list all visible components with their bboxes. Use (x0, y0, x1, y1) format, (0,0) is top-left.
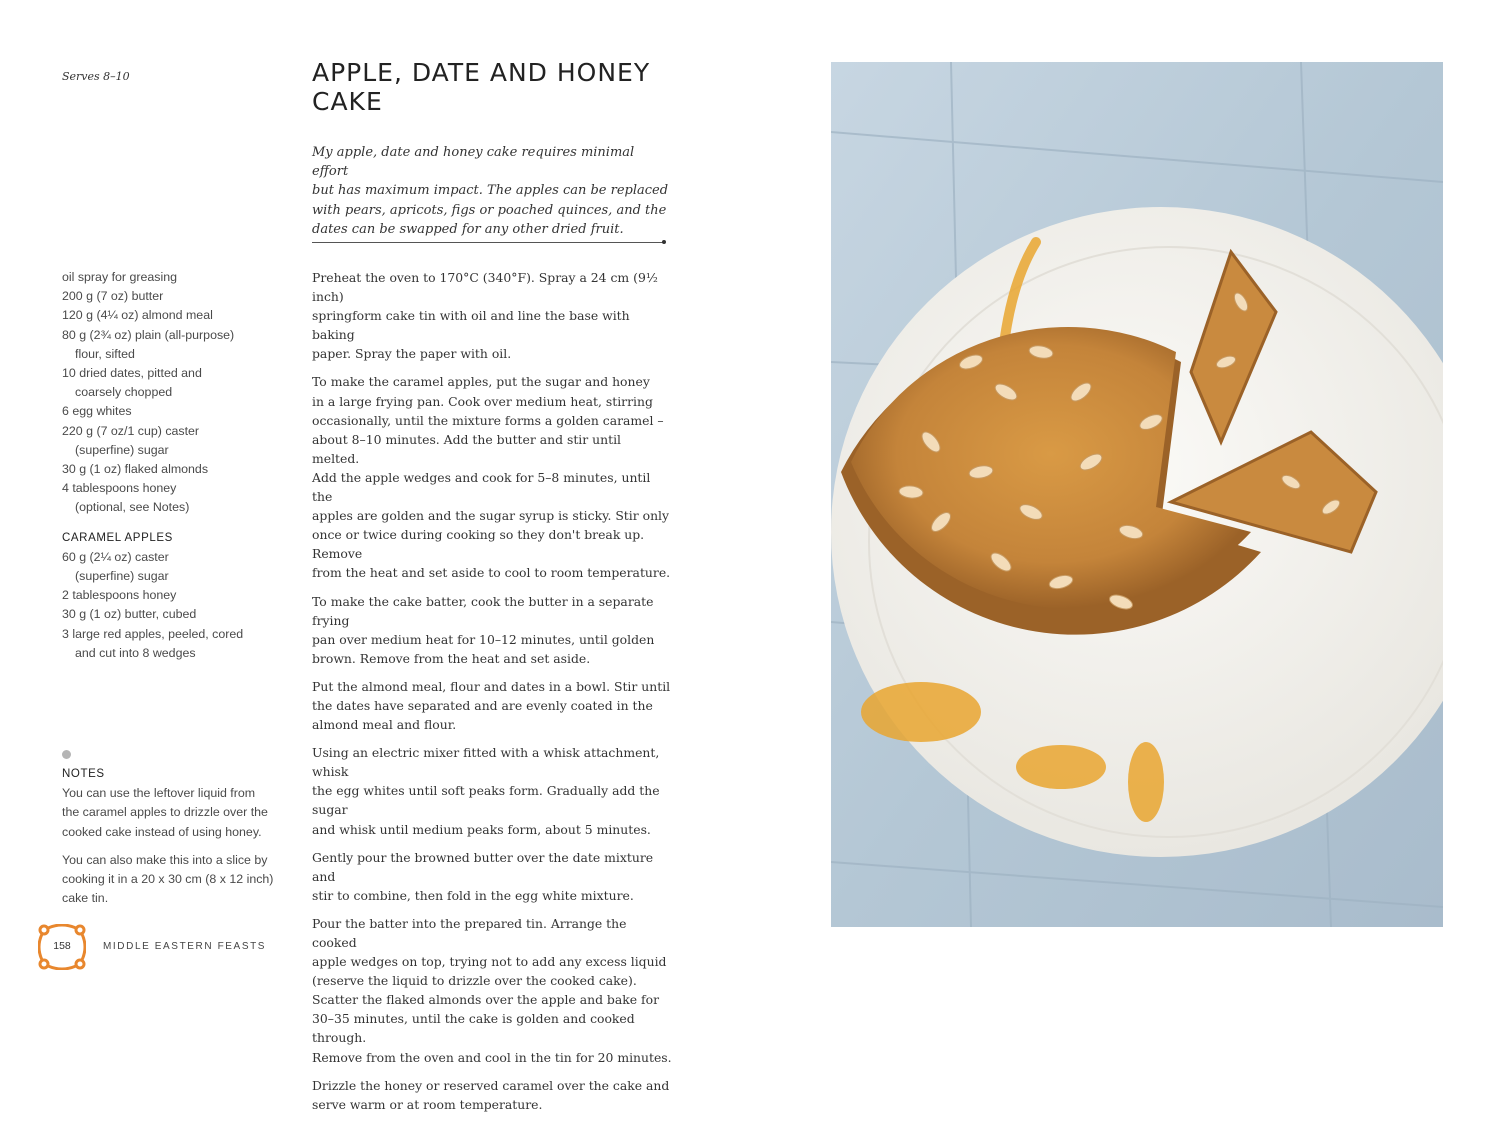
method-line: Gently pour the browned butter over the date mixture and (312, 849, 654, 884)
serves-text: Serves 8–10 (62, 70, 130, 83)
ingredient-line: (superfine) sugar (75, 442, 169, 457)
method-line: Scatter the flaked almonds over the apple and bake for (312, 992, 660, 1008)
ingredient-line: 120 g (4¼ oz) almond meal (62, 308, 213, 323)
ingredient-line: 60 g (2¼ oz) caster (62, 549, 169, 564)
method-line: paper. Spray the paper with oil. (312, 346, 512, 362)
notes-line: cooking it in a 20 x 30 cm (8 x 12 inch) (62, 872, 274, 887)
ingredient-line: 30 g (1 oz) butter, cubed (62, 607, 197, 622)
method-paragraph (312, 268, 672, 363)
ingredient-line: 200 g (7 oz) butter (62, 289, 164, 304)
caramel-pool (1128, 742, 1164, 822)
method-line: Remove from the oven and cool in the tin for 20 minutes. (312, 1049, 672, 1065)
method-paragraph (312, 914, 672, 1067)
method-line: brown. Remove from the heat and set aside. (312, 650, 591, 666)
method-line: the egg whites until soft peaks form. Gradually add the sugar (312, 783, 660, 818)
method-line: To make the cake batter, cook the butter in a separate frying (312, 593, 654, 628)
ingredient-line: 3 large red apples, peeled, cored (62, 626, 244, 641)
method-line: apple wedges on top, trying not to add any excess liquid (312, 954, 667, 970)
method-line: apples are golden and the sugar syrup is sticky. Stir only (312, 508, 670, 524)
divider-dot (662, 240, 666, 244)
method-line: from the heat and set aside to cool to room temperature. (312, 565, 671, 581)
method-line: (reserve the liquid to drizzle over the cooked cake). (312, 973, 637, 989)
method-line: Preheat the oven to 170°C (340°F). Spray a 24 cm (9½ inch) (312, 270, 658, 305)
caramel-pool (1016, 745, 1106, 789)
method-paragraph (312, 743, 672, 838)
method-paragraph (312, 677, 672, 734)
notes-section (62, 765, 287, 917)
intro-line: dates can be swapped for any other dried fruit. (312, 221, 624, 237)
ingredient-line: 220 g (7 oz/1 cup) caster (62, 423, 200, 438)
ingredient-line: oil spray for greasing (62, 270, 178, 284)
recipe-title (312, 58, 692, 116)
notes-line: You can also make this into a slice by (62, 852, 268, 867)
badge-corner (76, 960, 84, 968)
method-text (312, 268, 672, 1123)
ingredient-line: 30 g (1 oz) flaked almonds (62, 462, 209, 477)
method-paragraph (312, 848, 672, 905)
method-line: Add the apple wedges and cook for 5–8 minutes, until the (312, 469, 651, 505)
notes-line: cake tin. (62, 891, 109, 906)
badge-arc (48, 966, 76, 969)
badge-corner (40, 960, 48, 968)
notes-paragraph (62, 784, 287, 842)
ingredient-line: (superfine) sugar (75, 569, 169, 584)
method-line: in a large frying pan. Cook over medium heat, stirring (312, 393, 653, 409)
method-line: the dates have separated and are evenly coated in the (312, 697, 653, 713)
method-line: almond meal and flour. (312, 717, 457, 733)
divider-rule (312, 242, 664, 243)
method-line: springform cake tin with oil and line the base with baking (312, 308, 630, 343)
book-title: MIDDLE EASTERN FEASTS (103, 941, 267, 952)
ingredient-line: coarsely chopped (75, 385, 173, 400)
method-line: 30–35 minutes, until the cake is golden and cooked through. (312, 1011, 635, 1046)
method-line: and whisk until medium peaks form, about 5 minutes. (312, 821, 651, 837)
method-line: Using an electric mixer fitted with a whisk attachment, whisk (312, 745, 660, 780)
method-line: Put the almond meal, flour and dates in a bowl. Stir until (312, 678, 671, 694)
method-line: Pour the batter into the prepared tin. Arrange the cooked (312, 915, 627, 950)
method-line: serve warm or at room temperature. (312, 1096, 543, 1112)
ingredient-line: and cut into 8 wedges (75, 645, 196, 660)
title-line: APPLE, DATE AND HONEY (312, 58, 651, 87)
method-paragraph (312, 592, 672, 668)
method-line: once or twice during cooking so they don't break up. Remove (312, 527, 645, 562)
ingredients-list (62, 268, 292, 663)
ingredient-line: 4 tablespoons honey (62, 481, 177, 496)
method-line: occasionally, until the mixture forms a golden caramel – (312, 412, 664, 428)
method-line: about 8–10 minutes. Add the butter and stir until melted. (312, 431, 621, 466)
intro-line: with pears, apricots, figs or poached quinces, and the (312, 202, 667, 218)
badge-corner (40, 926, 48, 934)
method-line: To make the caramel apples, put the sugar and honey (312, 374, 650, 390)
method-line: pan over medium heat for 10–12 minutes, until golden (312, 631, 655, 647)
method-line: stir to combine, then fold in the egg white mixture. (312, 887, 634, 903)
notes-line: You can use the leftover liquid from (62, 786, 256, 801)
ingredient-line: (optional, see Notes) (75, 500, 190, 515)
notes-line: the caramel apples to drizzle over the (62, 805, 268, 820)
method-paragraph (312, 1076, 672, 1114)
recipe-intro (312, 143, 672, 239)
badge-corner (76, 926, 84, 934)
ingredient-line: 6 egg whites (62, 404, 132, 419)
caramel-apples-heading: CARAMEL APPLES (62, 531, 173, 544)
title-line: CAKE (312, 87, 383, 116)
ingredients-caramel (62, 548, 292, 663)
badge-arc (48, 925, 76, 928)
caramel-pool (861, 682, 981, 742)
method-line: Drizzle the honey or reserved caramel over the cake and (312, 1077, 670, 1093)
ingredient-line: 80 g (2¾ oz) plain (all-purpose) (62, 327, 235, 342)
ingredient-line: 2 tablespoons honey (62, 588, 177, 603)
cake-photo (831, 62, 1443, 927)
ingredient-line: 10 dried dates, pitted and (62, 366, 202, 381)
method-paragraph (312, 372, 672, 582)
ingredients-main (62, 268, 292, 518)
ingredient-line: flour, sifted (75, 346, 135, 361)
notes-body (62, 784, 287, 908)
notes-paragraph (62, 851, 287, 909)
intro-line: but has maximum impact. The apples can be replaced (312, 183, 669, 199)
intro-line: My apple, date and honey cake requires minimal effort (312, 145, 635, 180)
notes-line: cooked cake instead of using honey. (62, 824, 262, 839)
page-number: 158 (53, 940, 71, 952)
notes-bullet-icon (62, 750, 71, 759)
notes-heading: NOTES (62, 768, 105, 780)
